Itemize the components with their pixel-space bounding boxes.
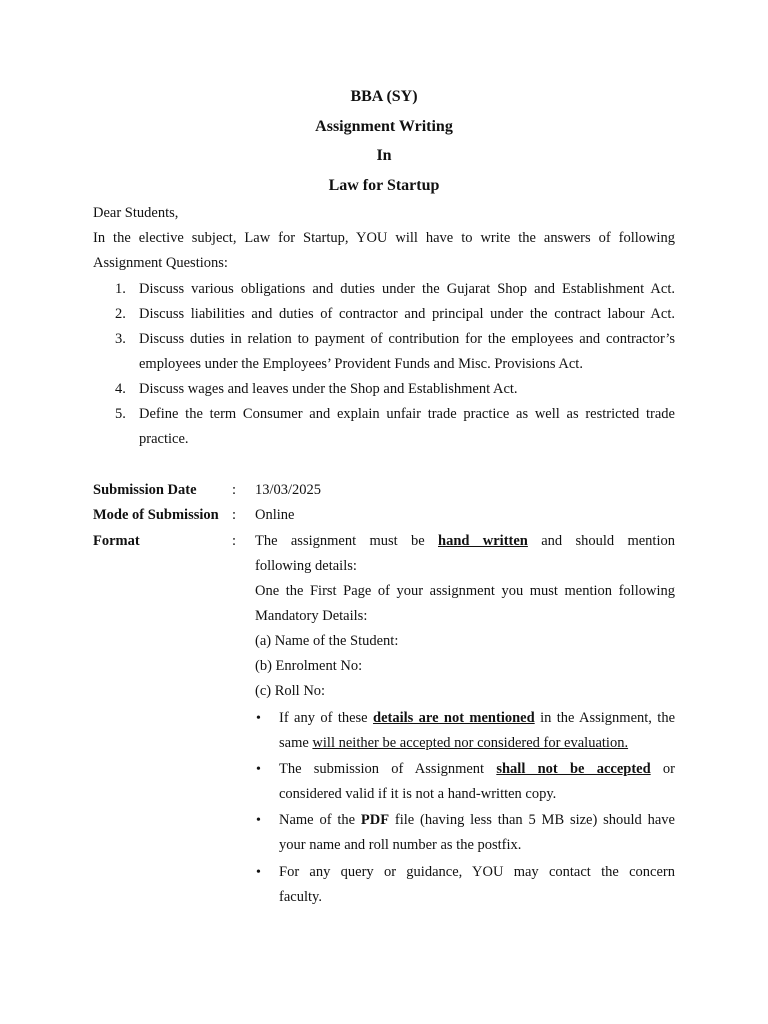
colon: : <box>232 507 237 523</box>
question-text: Discuss wages and leaves under the Shop and Establishment Act. <box>139 381 518 397</box>
question-number: 2. <box>115 306 126 322</box>
bullet-text: The submission of Assignment <box>279 761 497 777</box>
bullet-3-line-1 <box>279 808 675 833</box>
bullet-text: Name of the <box>279 812 361 828</box>
question-text-cont: employees under the Employees’ Provident Funds and Misc. Provisions Act. <box>139 356 583 372</box>
bullet-3-line-2: your name and roll number as the postfix. <box>279 837 522 853</box>
question-number: 3. <box>115 331 126 347</box>
bullet-text: If any of these <box>279 710 373 726</box>
greeting: Dear Students, <box>93 205 179 221</box>
format-text: The assignment must be <box>255 533 438 549</box>
bullet-icon: • <box>256 813 261 828</box>
bullet-text: file (having less than 5 MB size) should have <box>389 812 675 828</box>
bullet-text: or <box>650 761 675 777</box>
format-line-3: One the First Page of your assignment you must mention following <box>255 583 675 599</box>
format-line-4: Mandatory Details: <box>255 608 368 624</box>
details-not-mentioned-emphasis: details are not mentioned <box>373 710 535 726</box>
bullet-text: same <box>279 735 313 751</box>
mode-of-submission-value: Online <box>255 507 295 523</box>
intro-line-2: Assignment Questions: <box>93 255 228 271</box>
bullet-icon: • <box>256 762 261 777</box>
subject-title: Law for Startup <box>328 177 440 194</box>
mode-of-submission-label: Mode of Submission <box>93 507 219 523</box>
format-text: and should mention <box>527 533 675 549</box>
assignment-title: Assignment Writing <box>315 118 453 135</box>
question-number: 5. <box>115 406 126 422</box>
detail-item-roll: (c) Roll No: <box>255 683 326 699</box>
detail-item-enrolment: (b) Enrolment No: <box>255 658 363 674</box>
bullet-4-line-1: For any query or guidance, YOU may contact the concern <box>279 864 675 880</box>
in-heading: In <box>376 147 392 164</box>
intro-line-1: In the elective subject, Law for Startup, YOU will have to write the answers of following <box>93 230 675 246</box>
question-text: Discuss liabilities and duties of contractor and principal under the contract labour Act. <box>139 306 675 322</box>
bullet-icon: • <box>256 711 261 726</box>
bullet-2-line-2: considered valid if it is not a hand-written copy. <box>279 786 557 802</box>
question-number: 4. <box>115 381 126 397</box>
detail-item-name: (a) Name of the Student: <box>255 633 399 649</box>
submission-date-value: 13/03/2025 <box>255 482 322 498</box>
bullet-4-line-2: faculty. <box>279 889 322 905</box>
question-text-cont: practice. <box>139 431 189 447</box>
bullet-text: in the Assignment, the <box>534 710 676 726</box>
pdf-emphasis: PDF <box>360 812 390 828</box>
bullet-icon: • <box>256 865 261 880</box>
bullet-1-line-2 <box>279 731 675 756</box>
question-text: Define the term Consumer and explain unfair trade practice as well as restricted trade <box>139 406 675 422</box>
colon: : <box>232 533 237 549</box>
bullet-2-line-1 <box>279 757 675 782</box>
format-line-2: following details: <box>255 558 357 574</box>
submission-date-label: Submission Date <box>93 482 197 498</box>
question-text: Discuss duties in relation to payment of contribution for the employees and contractor’s <box>139 331 675 347</box>
not-accepted-underline: will neither be accepted nor considered for evaluation. <box>312 735 629 751</box>
course-title: BBA (SY) <box>350 88 418 105</box>
colon: : <box>232 482 237 498</box>
bullet-1-line-1 <box>279 706 675 731</box>
format-line-1 <box>255 529 675 554</box>
question-number: 1. <box>115 281 126 297</box>
shall-not-be-accepted-emphasis: shall not be accepted <box>496 761 651 777</box>
question-text: Discuss various obligations and duties under the Gujarat Shop and Establishment Act. <box>139 281 675 297</box>
format-label: Format <box>93 533 140 549</box>
hand-written-emphasis: hand written <box>438 533 528 549</box>
